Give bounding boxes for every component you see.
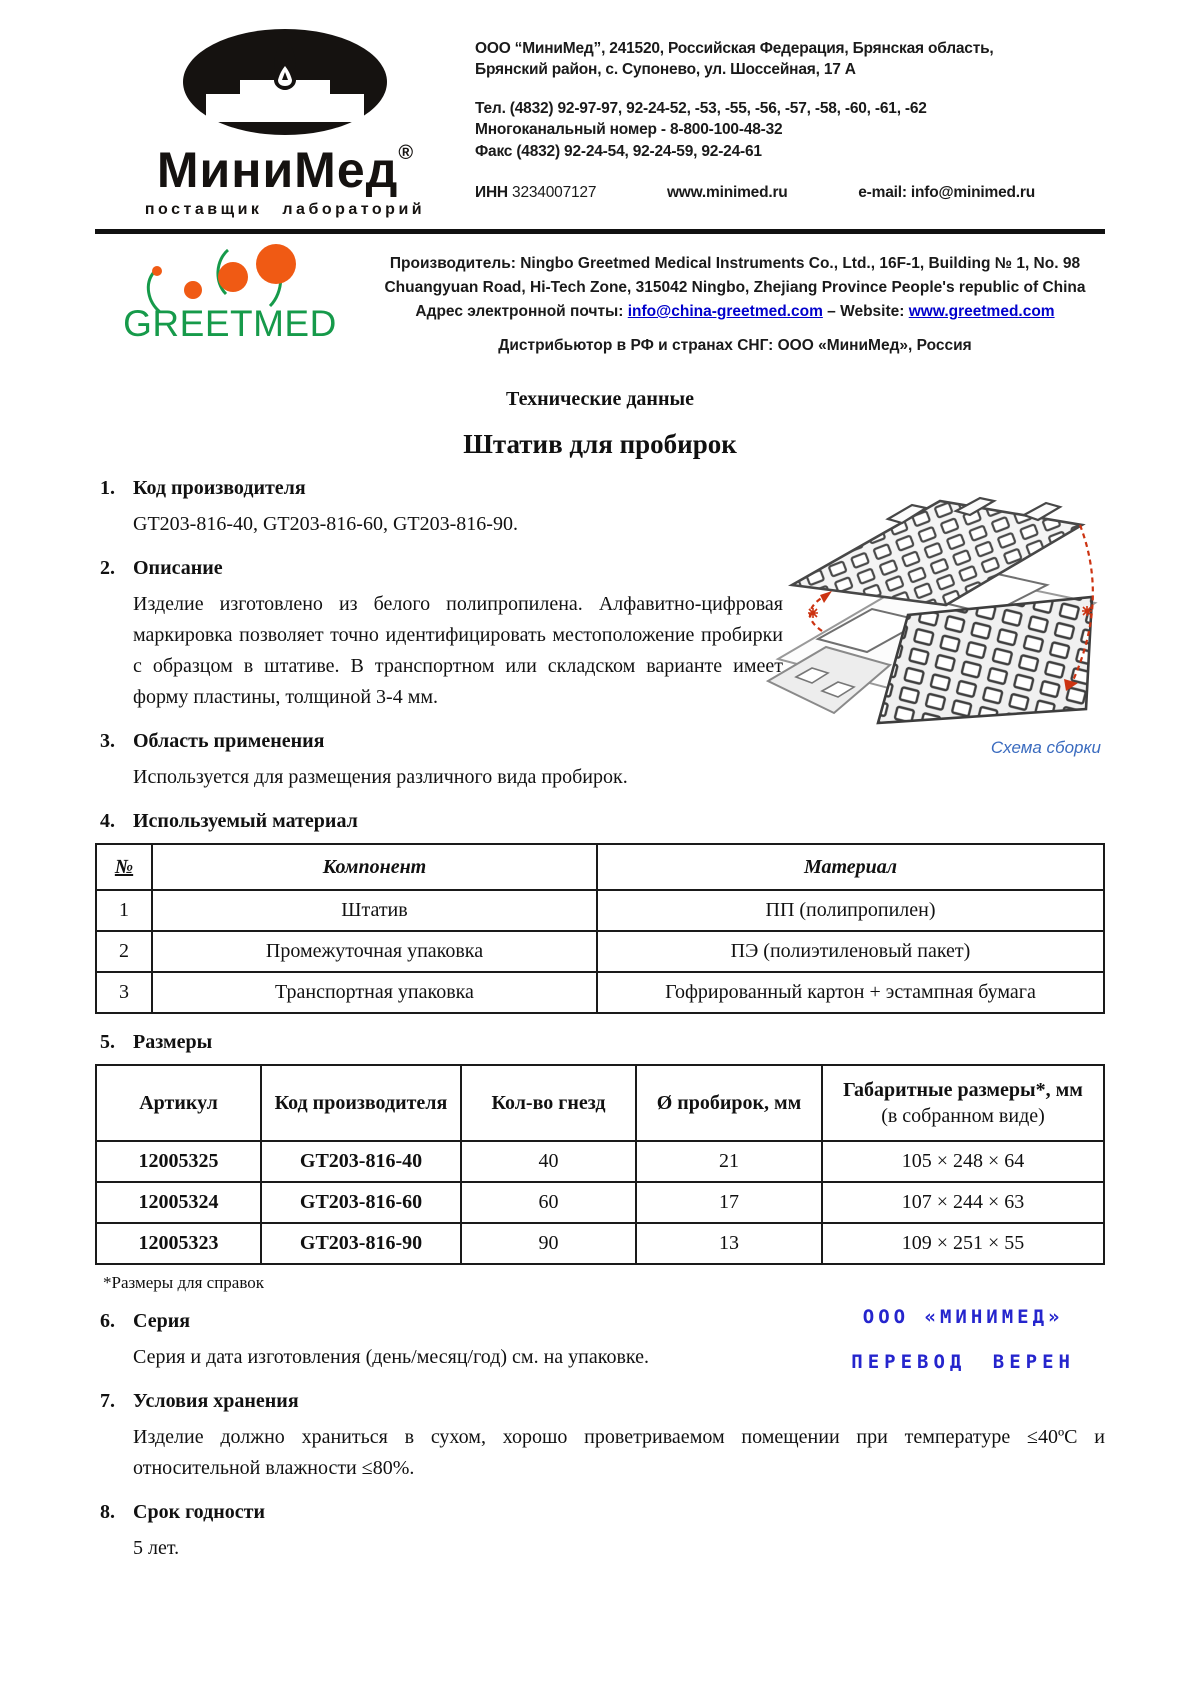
inn-value: 3234007127	[512, 183, 597, 201]
header-cell-slots: Кол-во гнезд	[461, 1065, 636, 1141]
section-heading: Срок годности	[133, 1501, 265, 1524]
section-number: 1.	[100, 477, 115, 500]
materials-table	[95, 843, 1105, 1014]
section-number: 8.	[100, 1501, 115, 1524]
header-cell-material: Материал	[597, 844, 1104, 890]
email-label: Адрес электронной почты:	[415, 303, 628, 321]
manufacturer-email-link[interactable]: info@china-greetmed.com	[627, 303, 823, 321]
table-header-row	[96, 1065, 1104, 1141]
header-dimensions-note: (в собранном виде)	[881, 1105, 1045, 1128]
cell-material: Гофрированный картон + эстампная бумага	[597, 972, 1104, 1013]
phone-line: Тел. (4832) 92-97-97, 92-24-52, -53, -55, -56, -57, -58, -60, -61, -62	[475, 99, 927, 117]
cell-article: 12005323	[96, 1223, 261, 1264]
cell-component: Транспортная упаковка	[152, 972, 597, 1013]
inn-field	[475, 182, 596, 203]
cell-dimensions: 109 × 251 × 55	[822, 1223, 1104, 1264]
cell-dimensions: 105 × 248 × 64	[822, 1141, 1104, 1182]
section-number: 6.	[100, 1310, 115, 1333]
table-row	[96, 931, 1104, 972]
brand-tagline: поставщик лабораторий	[144, 201, 426, 218]
cell-article: 12005324	[96, 1182, 261, 1223]
manufacturer-block	[365, 240, 1105, 358]
section-shelf-life	[95, 1501, 1105, 1564]
registered-mark-icon: ®	[398, 142, 414, 164]
cell-diameter: 21	[636, 1141, 822, 1182]
stamp-line-1: ООО «МИНИМЕД»	[862, 1306, 1064, 1329]
doc-subtitle: Технические данные	[506, 388, 694, 411]
section-body: GT203-816-40, GT203-816-60, GT203-816-90.	[133, 513, 518, 536]
cell-code: GT203-816-40	[261, 1141, 461, 1182]
cell-num: 1	[96, 890, 152, 931]
cell-num: 3	[96, 972, 152, 1013]
section-heading: Область применения	[133, 730, 325, 753]
cell-num: 2	[96, 931, 152, 972]
cell-material: ПЭ (полиэтиленовый пакет)	[597, 931, 1104, 972]
manufacturer-section	[95, 240, 1105, 358]
link-separator: – Website:	[822, 303, 909, 321]
section-heading: Используемый материал	[133, 810, 358, 833]
cell-slots: 60	[461, 1182, 636, 1223]
doc-title: Штатив для пробирок	[463, 429, 737, 460]
translation-stamp	[851, 1308, 1075, 1372]
figure-assembly	[760, 463, 1105, 758]
manufacturer-website-link[interactable]: www.greetmed.com	[908, 303, 1055, 321]
section-body: Серия и дата изготовления (день/месяц/год) см. на упаковке.	[133, 1346, 649, 1369]
header-cell-article: Артикул	[96, 1065, 261, 1141]
section-heading: Размеры	[133, 1031, 213, 1054]
website-text: www.minimed.ru	[666, 183, 788, 201]
header-divider	[95, 229, 1105, 234]
manufacturer-line-1: Производитель: Ningbo Greetmed Medical Instruments Co., Ltd., 16F-1, Building № 1, No. 98	[389, 255, 1081, 272]
cell-code: GT203-816-90	[261, 1223, 461, 1264]
section-sizes	[95, 1031, 1105, 1293]
section-heading: Код производителя	[133, 477, 306, 500]
table-header-row	[96, 844, 1104, 890]
cell-slots: 90	[461, 1223, 636, 1264]
greetmed-logo	[95, 240, 365, 358]
fax-line: Факс (4832) 92-24-54, 92-24-59, 92-24-61	[475, 142, 762, 160]
header-cell-code: Код производителя	[261, 1065, 461, 1141]
distributor-line: Дистрибьютор в РФ и странах СНГ: ООО «МиниМед», Россия	[498, 337, 972, 355]
table-row	[96, 1223, 1104, 1264]
section-number: 7.	[100, 1390, 115, 1413]
section-storage	[95, 1390, 1105, 1484]
table-row	[96, 890, 1104, 931]
document-body	[95, 388, 1105, 1564]
section-body: Изделие изготовлено из белого полипропилена. Алфавитно-цифровая маркировка позволяет точно идентифицировать местоположение пробирки с образцом в штативе. В транспортном или складском варианте имеет форму пластины, толщиной 3-4 мм.	[133, 593, 783, 709]
cell-material: ПП (полипропилен)	[597, 890, 1104, 931]
multichannel-line: Многоканальный номер - 8-800-100-48-32	[475, 121, 783, 139]
table-row	[96, 1182, 1104, 1223]
table-row	[96, 1141, 1104, 1182]
address-line-1: ООО “МиниМед”, 241520, Российская Федерация, Брянская область,	[475, 40, 994, 57]
cell-article: 12005325	[96, 1141, 261, 1182]
manufacturer-email-row	[365, 300, 1105, 324]
address-line-2: Брянский район, с. Супонево, ул. Шоссейная, 17 А	[475, 61, 856, 79]
section-heading: Условия хранения	[133, 1390, 299, 1413]
cell-dimensions: 107 × 244 × 63	[822, 1182, 1104, 1223]
section-number: 3.	[100, 730, 115, 753]
section-heading: Серия	[133, 1310, 191, 1333]
section-number: 5.	[100, 1031, 115, 1054]
section-heading: Описание	[133, 557, 223, 580]
header-cell-num: №	[114, 855, 134, 878]
cell-slots: 40	[461, 1141, 636, 1182]
table-footnote: *Размеры для справок	[103, 1273, 265, 1293]
brand-text: МиниМед	[156, 142, 399, 198]
cell-code: GT203-816-60	[261, 1182, 461, 1223]
candle-oval-icon	[178, 125, 393, 142]
cell-diameter: 17	[636, 1182, 822, 1223]
section-number: 4.	[100, 810, 115, 833]
manufacturer-line-2: Chuangyuan Road, Hi-Tech Zone, 315042 Ningbo, Zhejiang Province People's republic of China	[384, 279, 1086, 297]
section-body: Используется для размещения различного вида пробирок.	[133, 766, 628, 789]
figure-caption: Схема сборки	[990, 738, 1101, 758]
stamp-line-2: ПЕРЕВОД ВЕРЕН	[851, 1351, 1075, 1374]
header-cell-component: Компонент	[152, 844, 597, 890]
section-materials	[95, 810, 1105, 1014]
section-body: 5 лет.	[133, 1537, 180, 1560]
assembly-diagram-image	[760, 718, 1105, 735]
header	[95, 26, 1105, 219]
section-series	[95, 1306, 1105, 1374]
cell-diameter: 13	[636, 1223, 822, 1264]
cell-component: Промежуточная упаковка	[152, 931, 597, 972]
section-body: Изделие должно храниться в сухом, хорошо проветриваемом помещении при температуре ≤40ºС и относительной влажности ≤80%.	[133, 1426, 1105, 1480]
greetmed-wordmark: GREETMED	[123, 303, 337, 344]
inn-label: ИНН	[475, 183, 508, 201]
contact-block	[440, 26, 1105, 203]
sizes-table	[95, 1064, 1105, 1265]
minimed-logo	[95, 26, 440, 219]
table-row	[96, 972, 1104, 1013]
header-dimensions-title: Габаритные размеры*, мм	[843, 1079, 1083, 1102]
cell-component: Штатив	[152, 890, 597, 931]
section-number: 2.	[100, 557, 115, 580]
email-text: e-mail: info@minimed.ru	[858, 183, 1035, 201]
header-cell-diameter: Ø пробирок, мм	[636, 1065, 822, 1141]
header-cell-dimensions	[822, 1065, 1104, 1141]
